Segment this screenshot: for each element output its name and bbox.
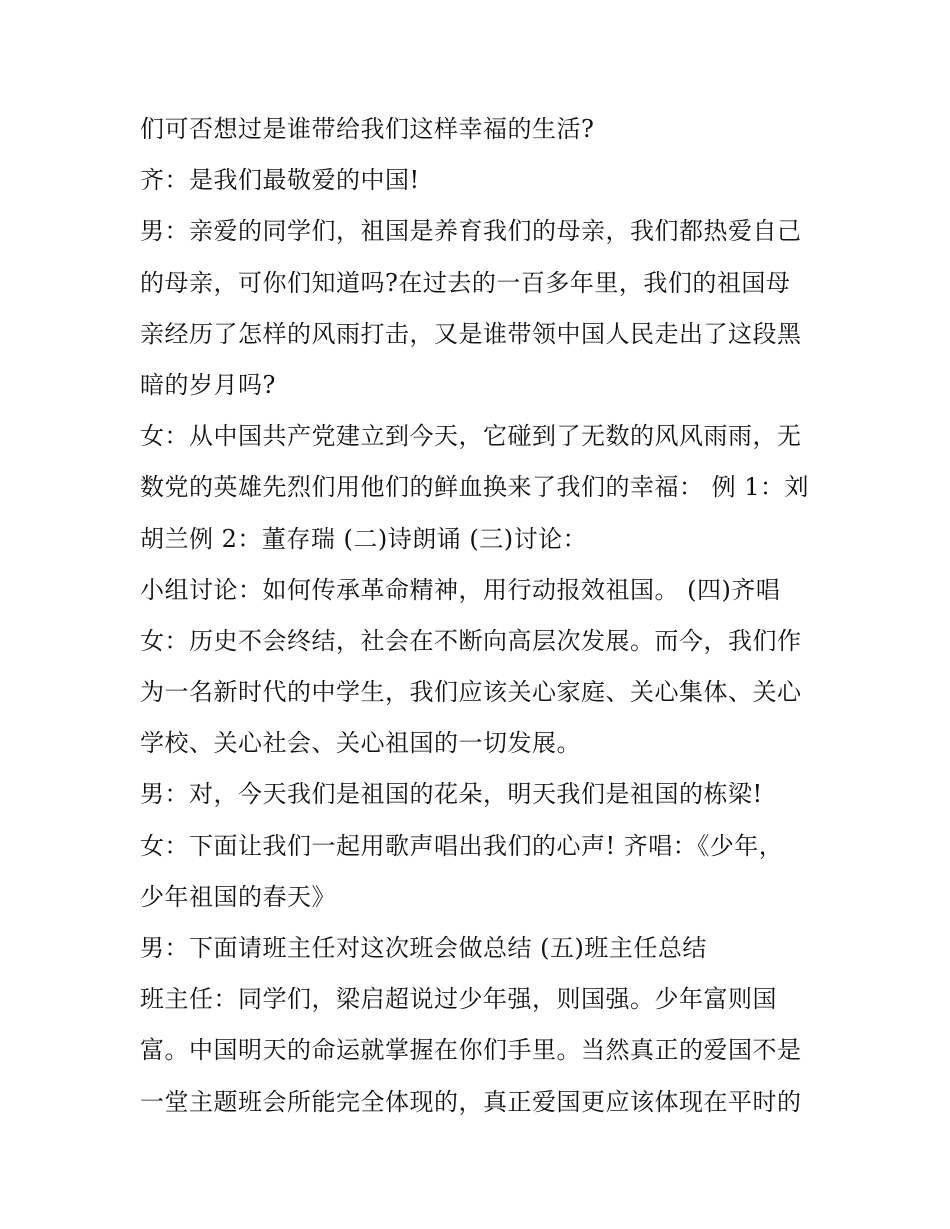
text-line: 女：历史不会终结，社会在不断向高层次发展。而今，我们作	[140, 626, 802, 655]
text-line: 暗的岁月吗?	[140, 370, 276, 399]
text-line: 胡兰例 2：董存瑞 (二)诗朗诵 (三)讨论：	[140, 524, 588, 553]
text-line: 亲经历了怎样的风雨打击，又是谁带领中国人民走出了这段黑	[140, 319, 802, 348]
text-line: 男：下面请班主任对这次班会做总结 (五)班主任总结	[140, 934, 707, 962]
text-line: 学校、关心社会、关心祖国的一切发展。	[140, 729, 581, 758]
text-line: 女：从中国共产党建立到今天，它碰到了无数的风风雨雨，无	[140, 422, 802, 451]
text-line: 一堂主题班会所能完全体现的，真正爱国更应该体现在平时的	[140, 1087, 802, 1116]
text-line: 班主任：同学们，梁启超说过少年强，则国强。少年富则国	[140, 985, 777, 1014]
text-line: 女：下面让我们一起用歌声唱出我们的心声! 齐唱：《少年，	[140, 831, 784, 860]
text-line: 小组讨论：如何传承革命精神，用行动报效祖国。 (四)齐唱	[140, 575, 781, 604]
text-line: 为一名新时代的中学生，我们应该关心家庭、关心集体、关心	[140, 678, 802, 707]
text-line: 们可否想过是谁带给我们这样幸福的生活?	[140, 115, 595, 143]
text-line: 的母亲，可你们知道吗?在过去的一百多年里，我们的祖国母	[140, 268, 791, 297]
text-line: 少年祖国的春天》	[140, 882, 336, 911]
text-line: 富。中国明天的命运就掌握在你们手里。当然真正的爱国不是	[140, 1036, 802, 1065]
body-text	[140, 104, 820, 1128]
text-line: 数党的英雄先烈们用他们的鲜血换来了我们的幸福： 例 1：刘	[140, 473, 810, 502]
text-line: 齐：是我们最敬爱的中国!	[140, 166, 420, 195]
text-line: 男：亲爱的同学们，祖国是养育我们的母亲，我们都热爱自己	[140, 217, 802, 246]
text-line: 男：对，今天我们是祖国的花朵，明天我们是祖国的栋梁!	[140, 780, 763, 809]
